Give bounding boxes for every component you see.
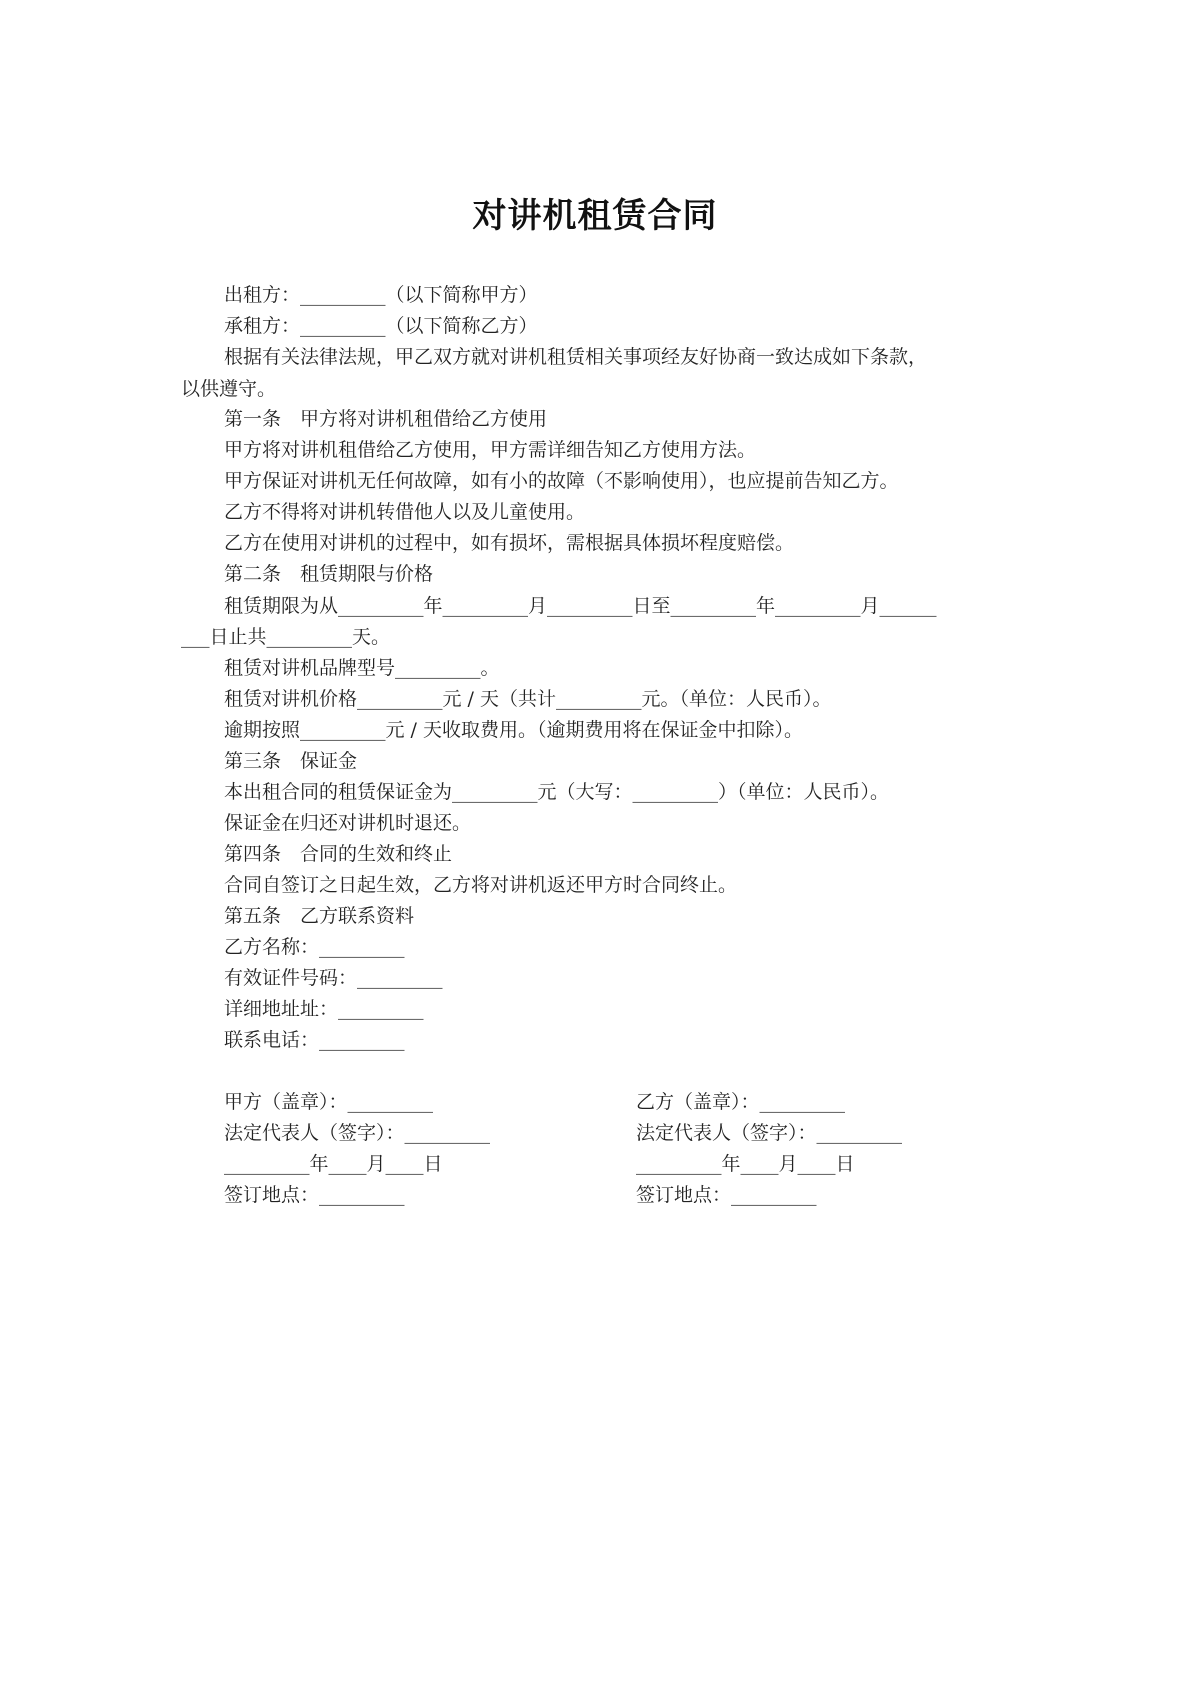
party-b-place-line: 签订地点：_________ <box>636 1184 817 1206</box>
party-a-date-line: _________年____月____日 <box>224 1153 443 1175</box>
article2-overdue-line: 逾期按照_________元 / 天收取费用。（逾期费用将在保证金中扣除）。 <box>224 719 803 741</box>
article1-paragraph: 乙方在使用对讲机的过程中，如有损坏，需根据具体损坏程度赔偿。 <box>224 532 795 554</box>
article3-refund-line: 保证金在归还对讲机时退还。 <box>224 812 472 834</box>
lessee-name-line: 乙方名称：_________ <box>224 936 405 958</box>
lessee-phone-line: 联系电话：_________ <box>224 1029 405 1051</box>
lessee-address-line: 详细地址址：_________ <box>224 998 424 1020</box>
article3-heading: 第三条 保证金 <box>224 750 358 772</box>
article4-heading: 第四条 合同的生效和终止 <box>224 843 453 865</box>
article3-deposit-line: 本出租合同的租赁保证金为_________元（大写：_________）（单位：人民币）。 <box>224 781 890 803</box>
party-a-representative-line: 法定代表人（签字）：_________ <box>224 1122 491 1144</box>
article2-heading: 第二条 租赁期限与价格 <box>224 563 434 585</box>
preamble-line-1: 根据有关法律法规，甲乙双方就对讲机租赁相关事项经友好协商一致达成如下条款， <box>224 346 928 368</box>
article2-term-line-1: 租赁期限为从_________年_________月_________日至_________年_________月______ <box>224 595 937 617</box>
lessee-id-line: 有效证件号码：_________ <box>224 967 443 989</box>
lessee-line: 承租方：_________（以下简称乙方） <box>224 315 538 337</box>
document-title: 对讲机租赁合同 <box>472 196 718 236</box>
lessor-line: 出租方：_________（以下简称甲方） <box>224 284 538 306</box>
article2-term-line-2: ___日止共_________天。 <box>181 626 391 648</box>
article1-paragraph: 甲方将对讲机租借给乙方使用，甲方需详细告知乙方使用方法。 <box>224 439 757 461</box>
party-b-date-line: _________年____月____日 <box>636 1153 855 1175</box>
preamble-line-2: 以供遵守。 <box>181 378 277 400</box>
party-b-representative-line: 法定代表人（签字）：_________ <box>636 1122 903 1144</box>
article1-paragraph: 乙方不得将对讲机转借他人以及儿童使用。 <box>224 501 586 523</box>
article2-price-line: 租赁对讲机价格_________元 / 天（共计_________元。（单位：人民币）。 <box>224 688 832 710</box>
party-a-place-line: 签订地点：_________ <box>224 1184 405 1206</box>
article4-paragraph: 合同自签订之日起生效，乙方将对讲机返还甲方时合同终止。 <box>224 874 738 896</box>
article5-heading: 第五条 乙方联系资料 <box>224 905 415 927</box>
article1-heading: 第一条 甲方将对讲机租借给乙方使用 <box>224 408 548 430</box>
article1-paragraph: 甲方保证对讲机无任何故障，如有小的故障（不影响使用），也应提前告知乙方。 <box>224 470 899 492</box>
party-b-seal-line: 乙方（盖章）：_________ <box>636 1091 846 1113</box>
article2-model-line: 租赁对讲机品牌型号_________。 <box>224 657 500 679</box>
party-a-seal-line: 甲方（盖章）：_________ <box>224 1091 434 1113</box>
